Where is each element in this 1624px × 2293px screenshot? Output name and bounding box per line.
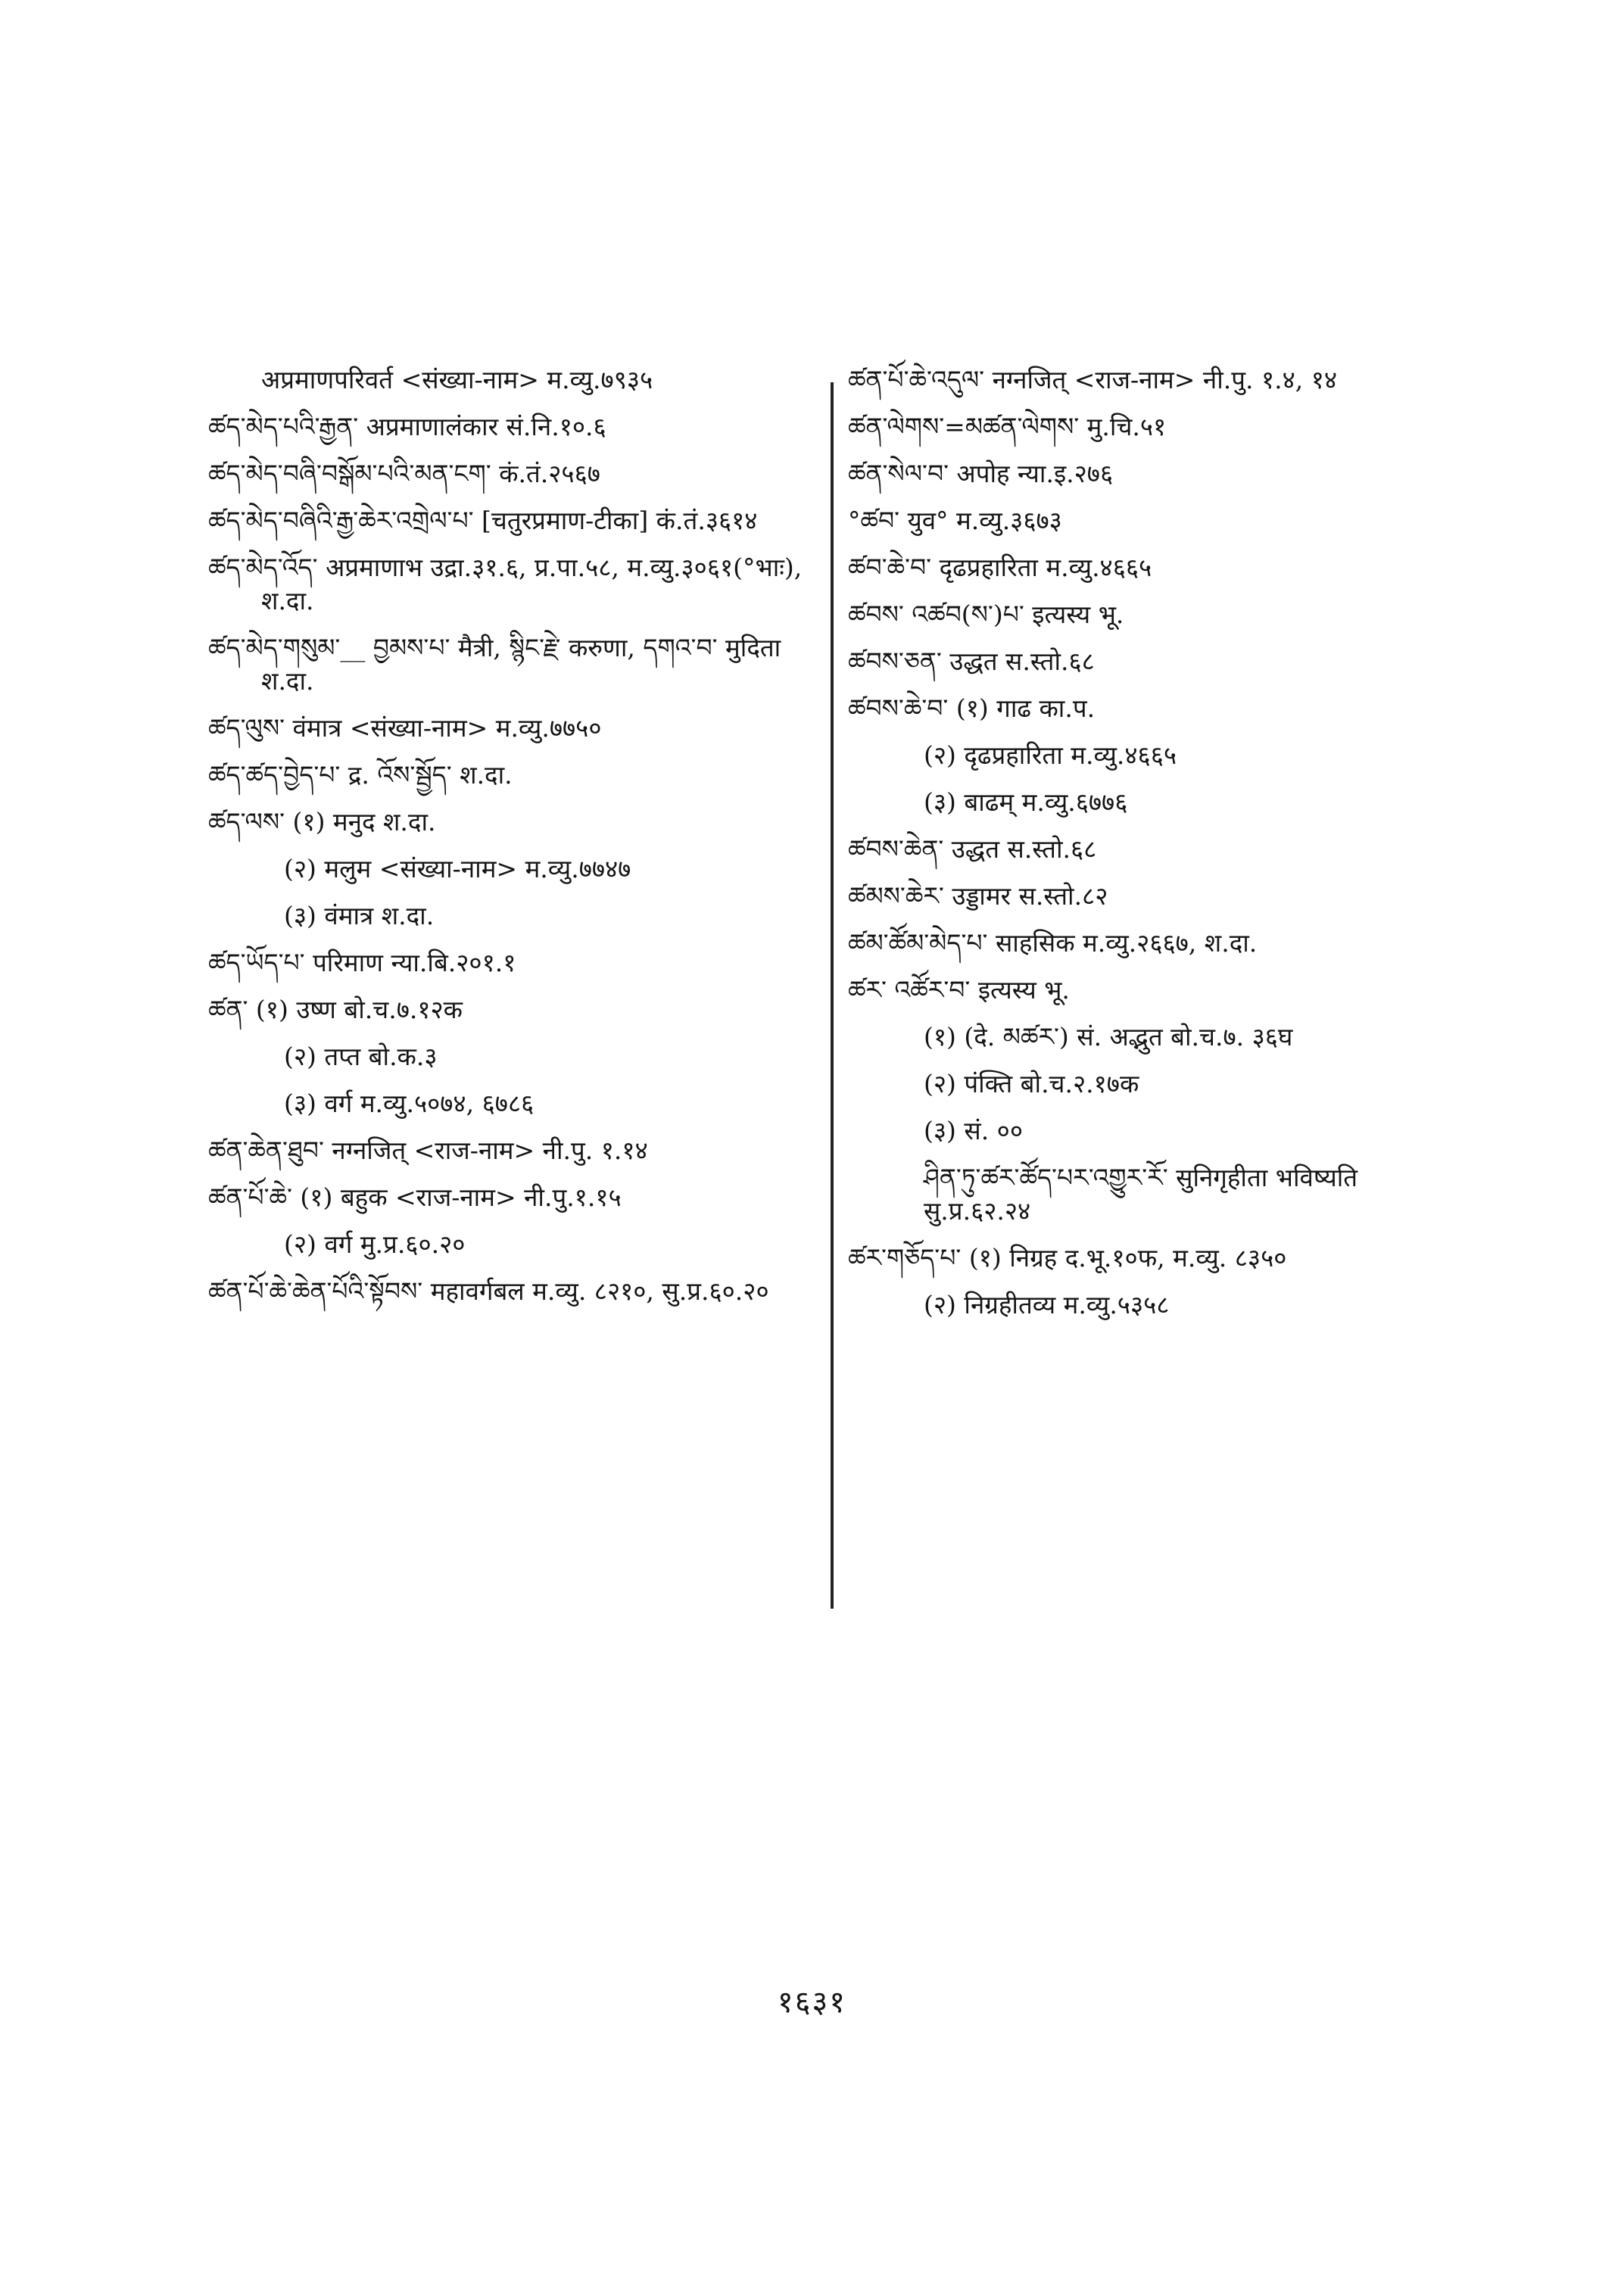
dictionary-entry: (३) वंमात्र श.दा.	[284, 901, 435, 930]
dictionary-entry: (३) बाढम् म.व्यु.६७७६	[924, 787, 1128, 817]
dictionary-entry: (२) निग्रहीतव्य म.व्यु.५३५८	[924, 1290, 1170, 1319]
dictionary-entry: (३) वर्ग म.व्यु.५०७४, ६७८६	[284, 1089, 535, 1118]
dictionary-entry: ཚན་སེལ་བ་ अपोह न्या.इ.२७६	[848, 459, 1114, 488]
dictionary-entry: ཚབས་ཆེན་ उद्धत स.स्तो.६८	[848, 834, 1097, 864]
dictionary-entry: ཚད་མེད་གསུམ་__ བྱམས་པ་ मैत्री, སྙིང་རྗེ་ करुणा, དགའ་བ་ मुदिता श.दा.	[208, 633, 781, 696]
dictionary-entry: ཚམས་ཆེར་ उड्डामर स.स्तो.८२	[848, 881, 1108, 911]
dictionary-entry: ཚར་གཅོད་པ་ (१) निग्रह द.भू.१०फ, म.व्यु. ८३५०	[848, 1243, 1287, 1273]
right-column	[848, 363, 1469, 1335]
dictionary-entry: ཚད་མེད་བཞི་བསྒོམ་པའི་མན་ངག་ कं.तं.२५६७	[208, 459, 600, 488]
dictionary-entry: ཚད་ཡོད་པ་ परिमाण न्या.बि.२०१.१	[208, 948, 516, 977]
dictionary-entry: ཚབས་ འཚབ(ས་)པ་ इत्यस्य भू.	[848, 600, 1124, 629]
dictionary-entry: ཚད་མེད་པའི་རྒྱན་ अप्रमाणालंकार सं.नि.१०.६	[208, 412, 606, 441]
dictionary-entry: ཚབས་ཅན་ उद्धत स.स्तो.६८	[848, 646, 1095, 676]
dictionary-entry: (२) दृढप्रहारिता म.व्यु.४६६५	[924, 740, 1177, 770]
dictionary-entry: ཚམ་ཚོམ་མེད་པ་ साहसिक म.व्यु.२६६७, श.दा.	[848, 928, 1258, 958]
dictionary-entry: ཚན་ལེགས་=མཚན་ལེགས་ मु.चि.५१	[848, 412, 1167, 441]
dictionary-entry: ཚབས་ཆེ་བ་ (१) गाढ का.प.	[848, 693, 1096, 723]
page-number: १६३१	[777, 1985, 847, 2020]
column-divider	[831, 382, 834, 1609]
dictionary-entry: (१) (दे. མཚར་) सं. अद्भुत बो.च.७. ३६घ	[924, 1022, 1293, 1051]
dictionary-entry: (३) सं. ००	[924, 1116, 1024, 1145]
dictionary-entry: ཚད་ལས་ (१) मनुद श.दा.	[208, 807, 436, 837]
dictionary-entry: ཚད་ཚད་བྱེད་པ་ द्र. འོས་སྦྱོད་ श.दा.	[208, 760, 513, 790]
dictionary-entry: ཚད་ལུས་ वंमात्र <संख्या-नाम> म.व्यु.७७५०	[208, 713, 602, 743]
dictionary-entry: ཤིན་ཏུ་ཚར་ཚོད་པར་འགྱུར་རོ་ सुनिगृहीता भविष्यति सु.प्र.६२.२४	[924, 1163, 1358, 1226]
dictionary-entry: ཚན་ (१) उष्ण बो.च.७.१२क	[208, 995, 463, 1024]
dictionary-entry: ཚན་ཆེན་ཐུབ་ नग्नजित् <राज-नाम> नी.पु. १.१४	[208, 1136, 648, 1165]
dictionary-entry: °ཚབ་ युव° म.व्यु.३६७३	[848, 506, 1062, 535]
dictionary-entry: (२) तप्त बो.क.३	[284, 1042, 438, 1071]
dictionary-entry: (२) वर्ग मु.प्र.६०.२०	[284, 1229, 466, 1259]
dictionary-entry: ཚད་མེད་འོད་ अप्रमाणाभ उद्रा.३१.६, प्र.पा.५८, म.व्यु.३०६१(°भाः), श.दा.	[208, 553, 803, 615]
left-column	[208, 363, 814, 1322]
dictionary-entry: ཚད་མེད་བཞིའི་རྒྱ་ཆེར་འགྲེལ་པ་ [चतुरप्रमाण-टीका] कं.तं.३६१४	[208, 506, 758, 535]
dictionary-entry: ཚན་པོ་ཆེ་ཆེན་པོའི་སྟོབས་ महावर्गबल म.व्यु. ८२१०, सु.प्र.६०.२०	[208, 1276, 769, 1306]
dictionary-entry: ཚར་ འཚོར་བ་ इत्यस्य भू.	[848, 975, 1070, 1005]
dictionary-entry: ཚན་པོ་ཆེ་ (१) बहुक <राज-नाम> नी.पु.१.१५	[208, 1182, 622, 1212]
dictionary-entry: अप्रमाणपरिवर्त <संख्या-नाम> म.व्यु.७९३५	[261, 365, 653, 394]
dictionary-entry: ཚན་པོ་ཆེ་འདུལ་ नग्नजित् <राज-नाम> नी.पु. १.४, १४	[848, 365, 1338, 394]
dictionary-entry: (२) मलुम <संख्या-नाम> म.व्यु.७७४७	[284, 854, 631, 883]
dictionary-entry: ཚབ་ཆེ་བ་ दृढप्रहारिता म.व्यु.४६६५	[848, 553, 1152, 582]
dictionary-entry: (२) पंक्ति बो.च.२.१७क	[924, 1069, 1139, 1098]
